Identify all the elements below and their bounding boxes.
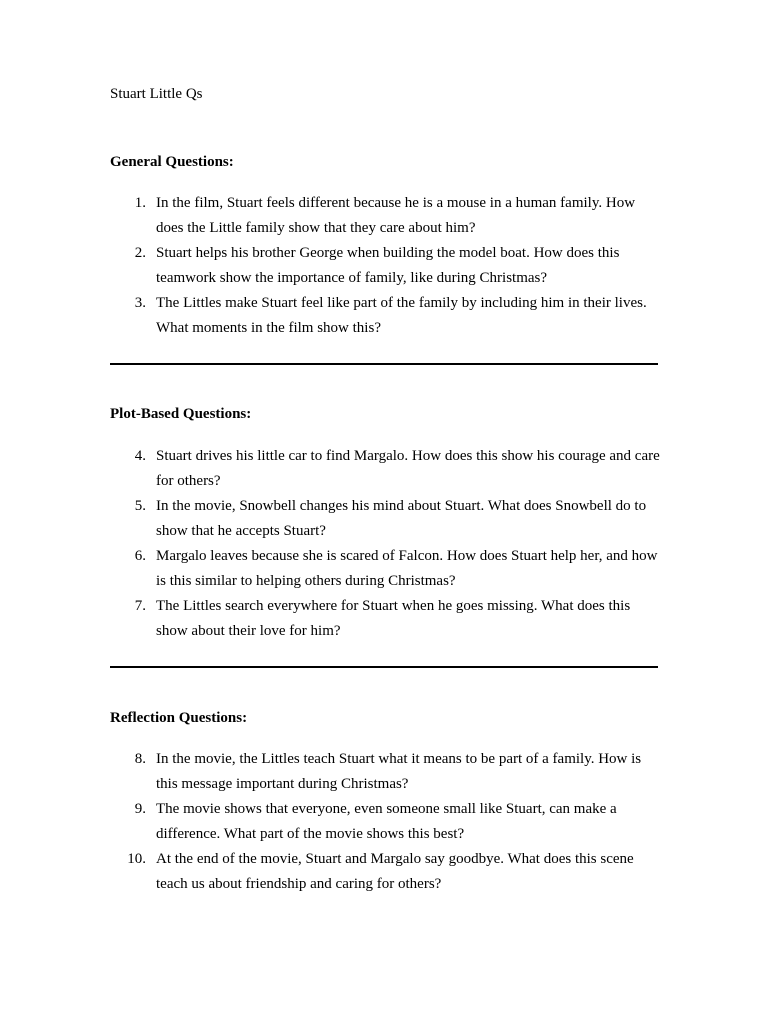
question-item <box>110 797 662 847</box>
question-number: 1. <box>134 195 146 211</box>
section-heading-general: General Questions: <box>110 154 234 170</box>
question-text: The Littles search everywhere for Stuart when he goes missing. What does this show about their love for him? <box>156 598 631 639</box>
question-list-reflection <box>110 747 662 897</box>
question-number: 6. <box>134 548 146 564</box>
question-item <box>110 494 662 544</box>
section-heading-plot: Plot-Based Questions: <box>110 406 252 422</box>
question-list-general <box>110 191 662 341</box>
question-text: The movie shows that everyone, even someone small like Stuart, can make a difference. What part of the movie shows this best? <box>156 801 617 842</box>
question-item <box>110 847 662 897</box>
question-list-plot <box>110 444 662 644</box>
question-text: In the movie, the Littles teach Stuart what it means to be part of a family. How is this message important during Christmas? <box>156 751 642 792</box>
question-text: At the end of the movie, Stuart and Margalo say goodbye. What does this scene teach us about friendship and caring for others? <box>156 851 634 892</box>
question-text: Stuart drives his little car to find Margalo. How does this show his courage and care for others? <box>156 448 660 489</box>
question-item <box>110 191 662 241</box>
question-number: 9. <box>134 801 146 817</box>
question-item <box>110 241 662 291</box>
question-text: Margalo leaves because she is scared of Falcon. How does Stuart help her, and how is this similar to helping others during Christmas? <box>156 548 658 589</box>
question-number: 8. <box>134 751 146 767</box>
section-divider <box>110 666 658 668</box>
document-title: Stuart Little Qs <box>110 86 203 102</box>
question-text: Stuart helps his brother George when building the model boat. How does this teamwork show the importance of family, like during Christmas? <box>156 245 620 286</box>
question-number: 10. <box>127 851 146 867</box>
question-item <box>110 594 662 644</box>
question-number: 7. <box>134 598 146 614</box>
question-item <box>110 291 662 341</box>
question-item <box>110 544 662 594</box>
question-number: 4. <box>134 448 146 464</box>
section-heading-reflection: Reflection Questions: <box>110 710 248 726</box>
question-text: The Littles make Stuart feel like part of the family by including him in their lives. What moments in the film show this? <box>156 295 647 336</box>
section-divider <box>110 363 658 365</box>
question-item <box>110 747 662 797</box>
question-number: 3. <box>134 295 146 311</box>
question-text: In the film, Stuart feels different because he is a mouse in a human family. How does the Little family show that they care about him? <box>156 195 636 236</box>
question-number: 5. <box>134 498 146 514</box>
question-item <box>110 444 662 494</box>
question-text: In the movie, Snowbell changes his mind about Stuart. What does Snowbell do to show that he accepts Stuart? <box>156 498 647 539</box>
question-number: 2. <box>134 245 146 261</box>
